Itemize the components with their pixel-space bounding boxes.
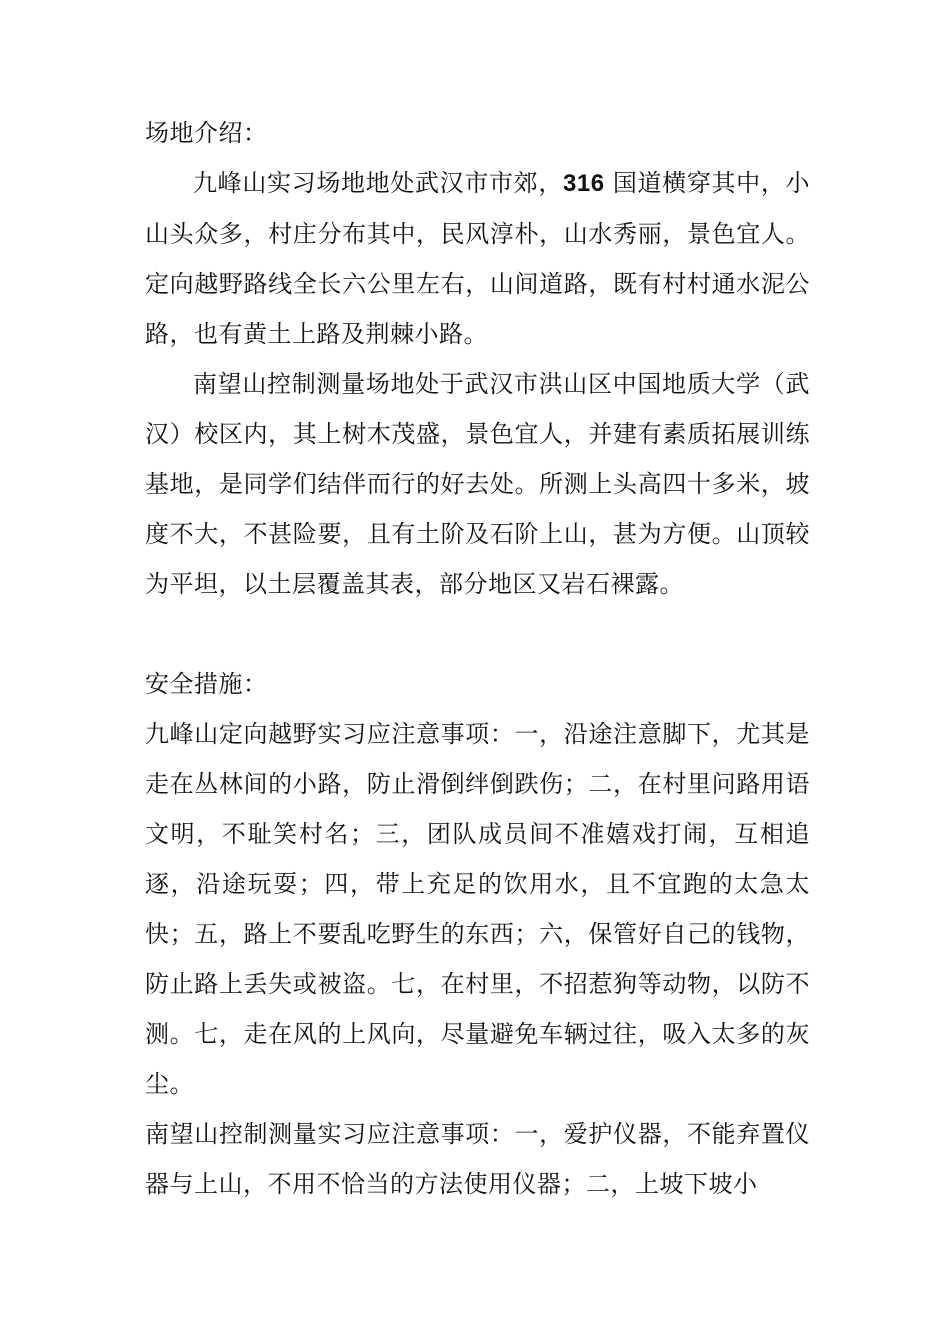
- road-number: 316: [563, 170, 605, 197]
- jiufeng-site-paragraph: [145, 158, 810, 359]
- nanwang-safety-paragraph: 南望山控制测量实习应注意事项：一，爱护仪器，不能弃置仪器与上山，不用不恰当的方法使用仪器；二，上坡下坡小: [145, 1120, 810, 1198]
- nanwang-site-paragraph: 南望山控制测量场地处于武汉市洪山区中国地质大学（武汉）校区内，其上树木茂盛，景色宜人，并建有素质拓展训练基地，是同学们结伴而行的好去处。所测上头高四十多米，坡度不大，不甚险要，且有土阶及石阶上山，甚为方便。山顶较为平坦，以土层覆盖其表，部分地区又岩石裸露。: [145, 370, 810, 598]
- document-page: [145, 108, 810, 1209]
- safety-heading: 安全措施：: [145, 670, 268, 698]
- section-spacer: [145, 609, 810, 659]
- jiufeng-site-text-start: 九峰山实习场地地处武汉市市郊，: [193, 169, 563, 197]
- site-intro-heading: 场地介绍：: [145, 119, 268, 147]
- jiufeng-site-text-end: 国道横穿其中，小山头众多，村庄分布其中，民风淳朴，山水秀丽，景色宜人。定向越野路线全长六公里左右，山间道路，既有村村通水泥公路，也有黄土上路及荆棘小路。: [145, 169, 811, 348]
- jiufeng-safety-paragraph: 九峰山定向越野实习应注意事项：一，沿途注意脚下，尤其是走在丛林间的小路，防止滑倒绊倒跌伤；二，在村里问路用语文明，不耻笑村名；三，团队成员间不准嬉戏打闹，互相追逐，沿途玩耍；四，带上充足的饮用水，且不宜跑的太急太快；五，路上不要乱吃野生的东西；六，保管好自己的钱物，防止路上丢失或被盗。七，在村里，不招惹狗等动物，以防不测。七，走在风的上风向，尽量避免车辆过往，吸入太多的灰尘。: [145, 720, 810, 1098]
